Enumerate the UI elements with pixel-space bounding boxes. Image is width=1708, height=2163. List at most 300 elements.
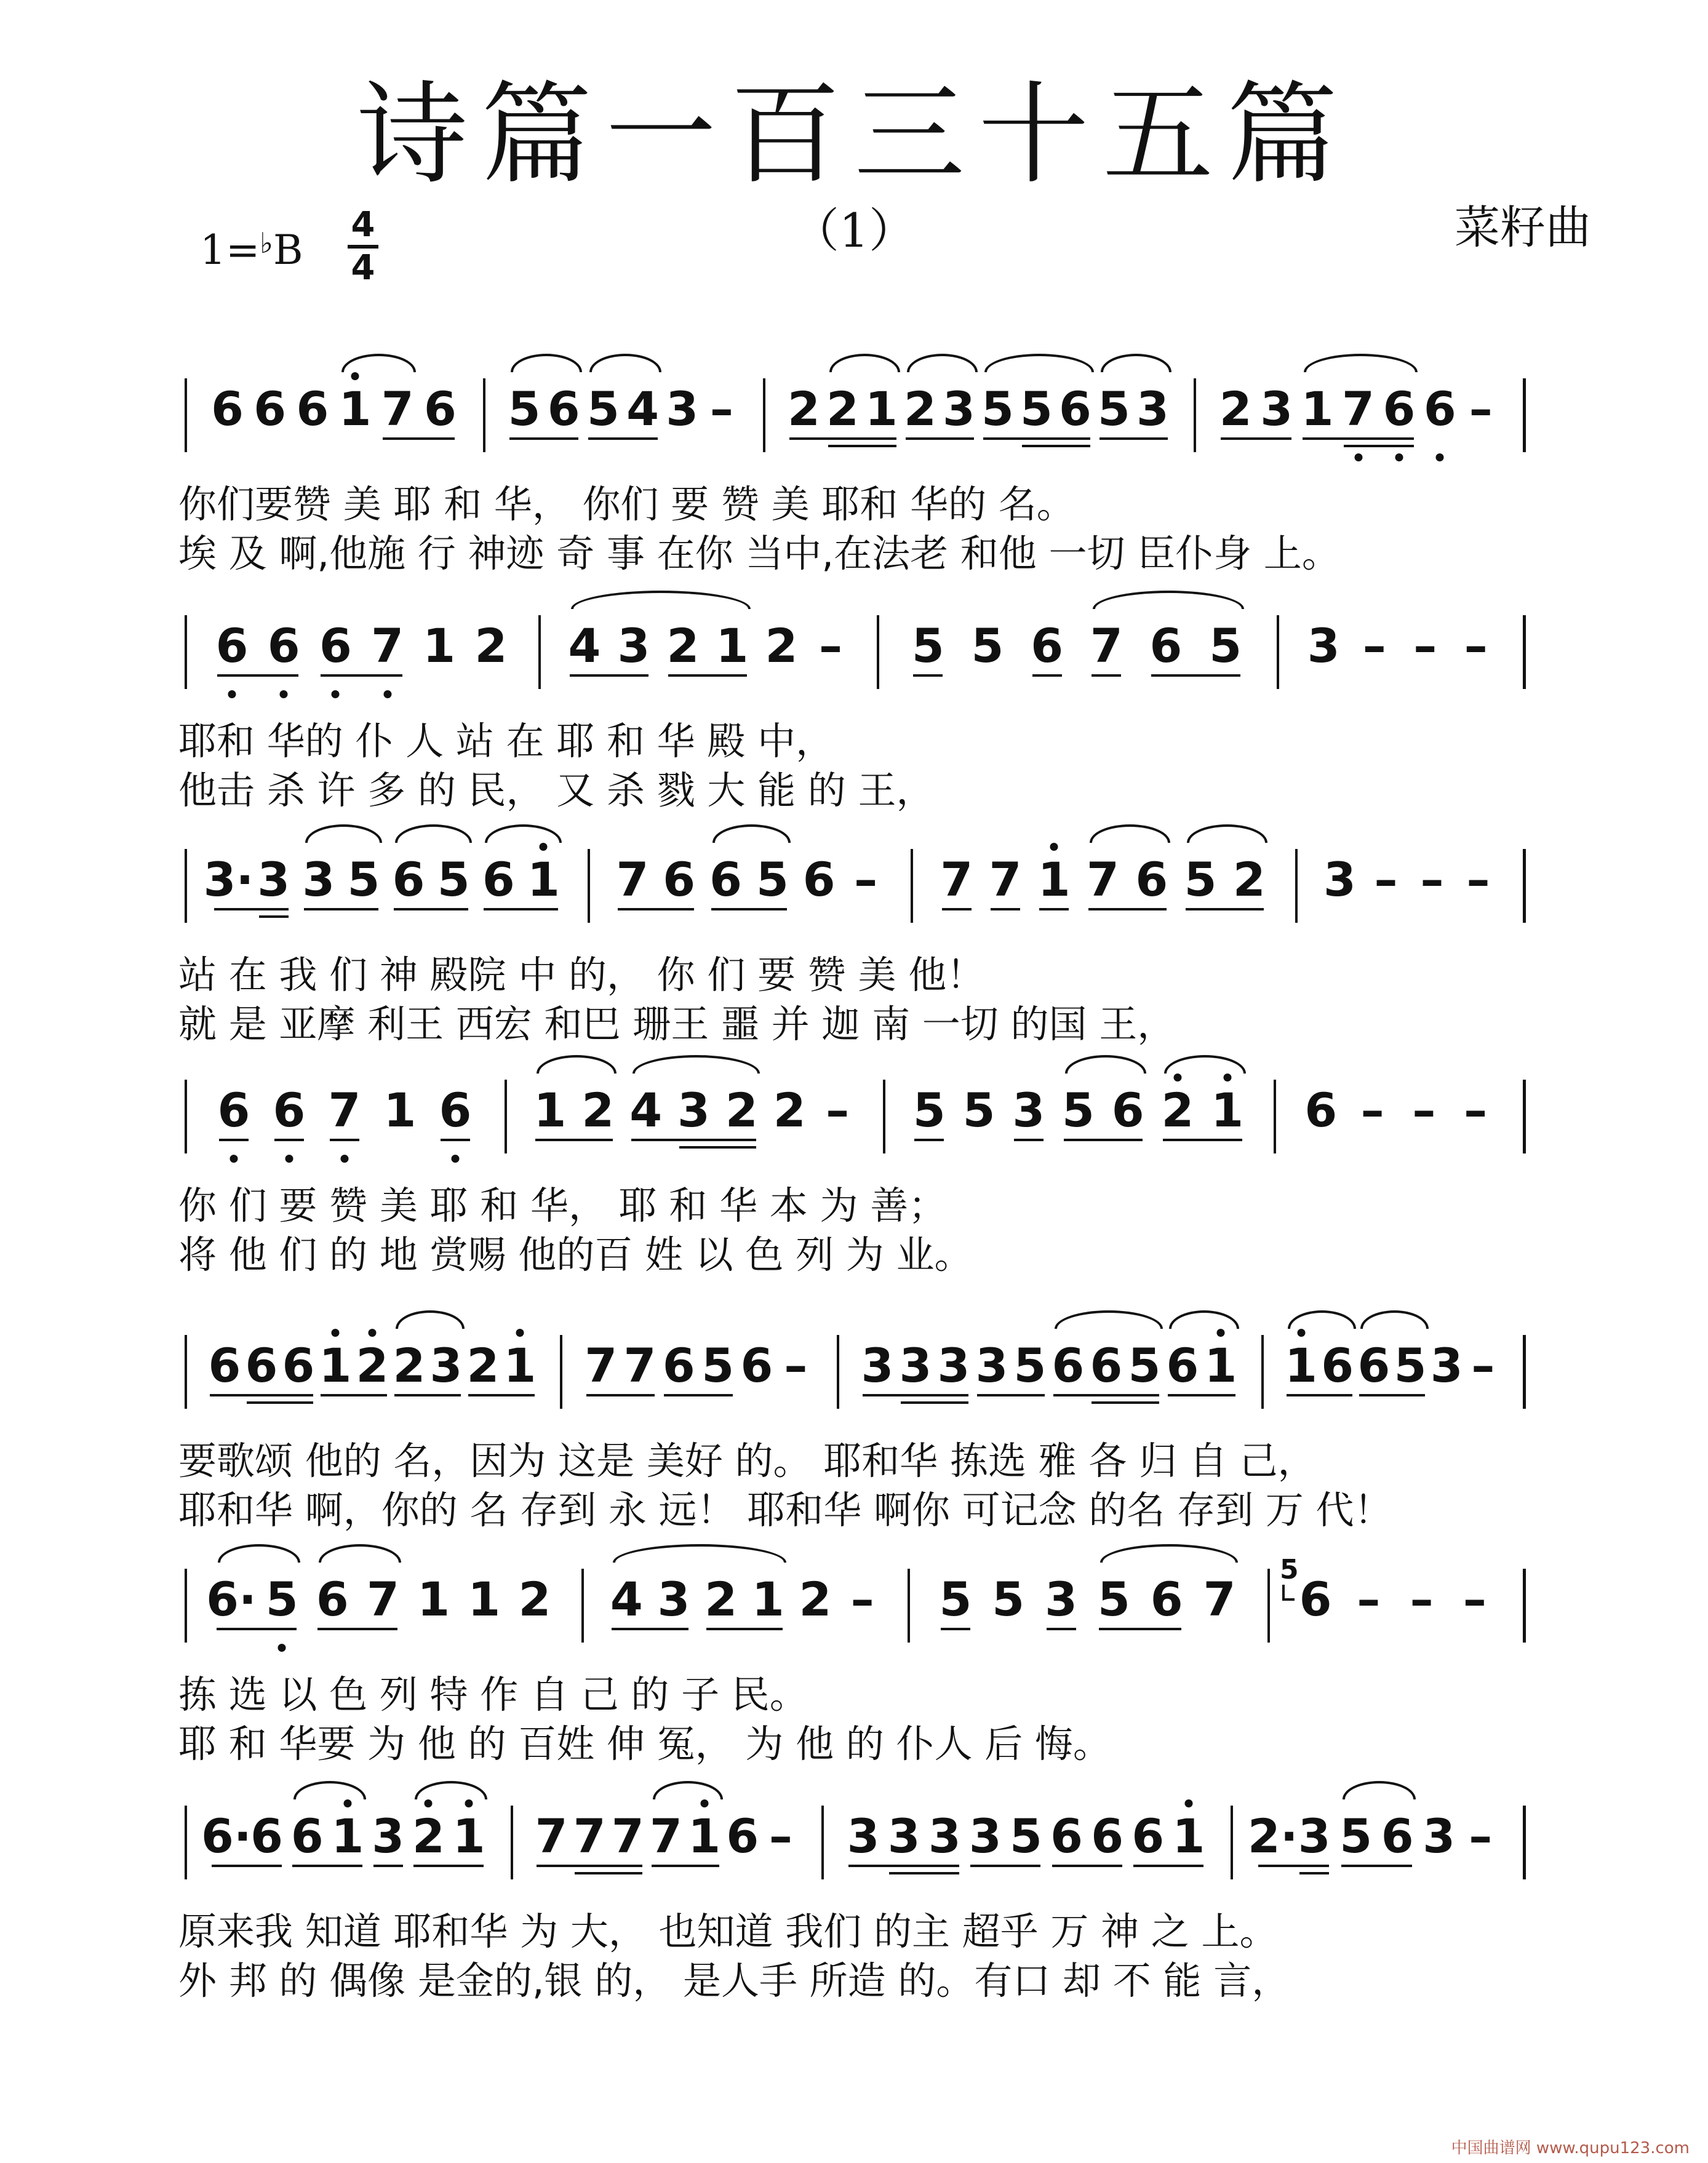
note: 7 [1203, 1572, 1236, 1627]
underline [1221, 437, 1291, 440]
note: 3 [617, 618, 650, 673]
high-dot [1173, 1074, 1181, 1082]
underline [1064, 1139, 1143, 1141]
note: – [850, 1572, 874, 1627]
underline [413, 1865, 484, 1867]
note: 3 [943, 381, 975, 436]
barline [1523, 1080, 1526, 1153]
note: 7 [940, 852, 973, 907]
low-dot [452, 1155, 460, 1163]
note: 5 [1013, 1338, 1047, 1393]
lyric-line: 耶 和 华要 为 他 的 百姓 伸 冤， 为 他 的 仆人 后 悔。 [178, 1721, 1111, 1766]
note: 6 [208, 1338, 241, 1393]
note: 5 [701, 1338, 735, 1393]
low-dot [332, 690, 340, 698]
note: – [1413, 618, 1437, 673]
barline [1523, 615, 1526, 689]
barline [185, 378, 187, 452]
note: 6 [547, 381, 580, 436]
note: 1 [1204, 1338, 1237, 1393]
note: 5 [992, 1572, 1025, 1627]
note: – [1469, 381, 1493, 436]
underline [1151, 674, 1240, 677]
low-dot [1436, 453, 1444, 461]
note: 3 [666, 381, 699, 436]
note: 6 [245, 1338, 278, 1393]
note: 3 [677, 1083, 710, 1137]
note: – [768, 1809, 792, 1863]
note: 5 [437, 852, 470, 907]
note: 3 [1323, 852, 1356, 907]
note: 1 [338, 381, 372, 436]
high-dot [516, 1329, 524, 1337]
note: 3 [1307, 618, 1340, 673]
note: 2 [799, 1572, 832, 1627]
note: 2 [666, 618, 700, 673]
note: 7 [623, 1338, 656, 1393]
note: 6 [1299, 1572, 1332, 1627]
underline [983, 437, 1090, 440]
note: – [1362, 618, 1386, 673]
barline [837, 1335, 839, 1409]
underline [1088, 908, 1167, 910]
note: 3 [968, 1809, 1002, 1863]
note: 5 [586, 381, 620, 436]
note: 6 [439, 1083, 472, 1137]
note: – [1464, 618, 1488, 673]
underline [1091, 674, 1121, 677]
note: 3 [302, 852, 335, 907]
note: 1 [417, 1572, 450, 1627]
tie-arc [984, 354, 1094, 372]
tie-arc [319, 1544, 401, 1563]
note: 5 [1062, 1083, 1095, 1137]
note: – [1374, 852, 1398, 907]
barline [1523, 849, 1526, 923]
underline [217, 674, 298, 677]
high-dot [351, 372, 359, 380]
note: 5 [1339, 1809, 1373, 1863]
underline [631, 1139, 757, 1141]
high-dot [344, 1799, 352, 1807]
underline [941, 1628, 970, 1630]
note: 5 [1020, 381, 1053, 436]
note: 6 [1052, 1338, 1085, 1393]
lyric-line: 耶和 华的 仆 人 站 在 耶 和 华 殿 中， [178, 719, 834, 763]
note: 3 [899, 1338, 932, 1393]
note: 1 [1301, 381, 1334, 436]
underline [535, 1139, 613, 1141]
note: 7 [328, 1083, 361, 1137]
note: 3· [203, 852, 254, 907]
note: 6· [201, 1809, 252, 1863]
high-dot [1184, 1799, 1192, 1807]
note: 3 [1298, 1809, 1331, 1863]
underline [914, 1139, 944, 1141]
high-dot [1297, 1329, 1305, 1337]
note: – [1360, 1083, 1384, 1137]
note: 2 [474, 618, 508, 673]
underline [612, 1628, 688, 1630]
note: 6 [423, 381, 457, 436]
note: 5 [1184, 852, 1217, 907]
lyric-line: 要歌颂 他的 名，因为 这是 美好 的。 耶和华 拣选 雅 各 归 自 己， [178, 1438, 1316, 1483]
underline [913, 674, 943, 677]
underline [304, 908, 378, 910]
note: 7 [371, 618, 404, 673]
low-dot [383, 690, 391, 698]
note: 5 [756, 852, 789, 907]
high-dot [540, 843, 548, 851]
note: 6 [282, 1338, 315, 1393]
note: – [1357, 1572, 1381, 1627]
lyric-line: 外 邦 的 偶像 是金的,银 的， 是人手 所造 的。有口 却 不 能 言， [178, 1958, 1290, 2003]
underline [509, 437, 578, 440]
time-bottom: 4 [351, 248, 375, 288]
note: 6 [1111, 1083, 1144, 1137]
note: 6 [1166, 1338, 1199, 1393]
underline [1186, 908, 1264, 910]
note: 3 [429, 1338, 463, 1393]
note: – [1469, 1809, 1493, 1863]
underline-double [1299, 1872, 1329, 1874]
lyric-line: 站 在 我 们 神 殿院 中 的， 你 们 要 赞 美 他！ [178, 952, 985, 997]
note: 6 [290, 1809, 324, 1863]
barline [185, 1806, 187, 1879]
low-dot [285, 1155, 293, 1163]
note: 3 [1260, 381, 1293, 436]
note: 1 [423, 618, 456, 673]
barline [560, 1335, 562, 1409]
tie-arc [712, 824, 791, 843]
underline [1163, 1139, 1242, 1141]
note: 1 [1037, 852, 1071, 907]
tie-arc [1065, 1055, 1147, 1074]
note: 6 [802, 852, 836, 907]
underline [373, 1865, 403, 1867]
barline [1267, 1569, 1270, 1643]
note: 6 [1091, 1809, 1124, 1863]
lyric-line: 你 们 要 赞 美 耶 和 华， 耶 和 华 本 为 善； [178, 1183, 947, 1228]
note: 6 [1423, 381, 1456, 436]
note: 3 [975, 1338, 1008, 1393]
note: 7 [650, 1809, 682, 1863]
barline [908, 1569, 910, 1643]
high-dot [1217, 1329, 1225, 1337]
high-dot [332, 1329, 340, 1337]
note: 1 [688, 1809, 721, 1863]
underline [991, 908, 1020, 910]
underline [1168, 1394, 1235, 1396]
note: – [1466, 852, 1490, 907]
underline [942, 908, 972, 910]
tie-arc [1093, 591, 1243, 609]
underline [570, 674, 648, 677]
note: 3 [847, 1809, 880, 1863]
underline [468, 1394, 535, 1396]
barline [185, 1335, 187, 1409]
note: 2 [518, 1572, 551, 1627]
note: 5 [981, 381, 1014, 436]
note: 1 [1211, 1083, 1244, 1137]
underline [292, 1865, 362, 1867]
underline-double [1344, 445, 1414, 447]
note: 7 [585, 1338, 618, 1393]
note: 6 [215, 618, 249, 673]
note: 6 [662, 1338, 695, 1393]
note: 2 [393, 1338, 426, 1393]
note: 5 [911, 618, 944, 673]
note: 5 [971, 618, 1004, 673]
note: 1 [865, 381, 898, 436]
composer-credit: 菜籽曲 [1455, 201, 1591, 254]
barline [1523, 1806, 1526, 1879]
note: – [1410, 1572, 1434, 1627]
barline [1523, 378, 1526, 452]
high-dot [425, 1799, 433, 1807]
barline [1523, 1335, 1526, 1409]
note: 6 [1304, 1083, 1338, 1137]
tie-arc [1090, 824, 1170, 843]
key-signature [200, 215, 303, 278]
underline [394, 908, 468, 910]
note: 6 [1090, 1338, 1123, 1393]
lyric-line: 将 他 们 的 地 赏赐 他的百 姓 以 色 列 为 业。 [178, 1232, 973, 1277]
note: 4 [568, 618, 601, 673]
barline [185, 1569, 187, 1643]
low-dot [230, 1155, 238, 1163]
underline [1014, 1139, 1044, 1141]
note: 1 [751, 1572, 784, 1627]
tie-arc [907, 354, 978, 372]
underline [789, 437, 896, 440]
low-dot [1395, 453, 1403, 461]
underline [906, 437, 974, 440]
tie-arc [613, 1544, 786, 1563]
note: – [1463, 1572, 1487, 1627]
barline [1295, 849, 1298, 923]
note: 5 [508, 381, 541, 436]
note: 5 [265, 1572, 298, 1627]
note: – [1464, 1083, 1488, 1137]
barline [877, 615, 879, 689]
underline [537, 1865, 642, 1867]
note: 7 [611, 1809, 644, 1863]
underline [588, 437, 657, 440]
note: 2 [1232, 852, 1266, 907]
note: 3 [372, 1809, 405, 1863]
note: 3 [887, 1809, 920, 1863]
underline [330, 1139, 359, 1141]
note: 2 [1219, 381, 1252, 436]
note: 6 [1383, 381, 1416, 436]
time-top: 4 [351, 205, 375, 245]
note: 3 [1012, 1083, 1045, 1137]
note: 6 [740, 1338, 773, 1393]
time-signature [348, 205, 378, 288]
underline [1303, 437, 1414, 440]
note: 5 [1128, 1338, 1161, 1393]
underline-double [889, 1872, 959, 1874]
tie-arc [1100, 1544, 1238, 1563]
underline [848, 1865, 959, 1867]
underline [1341, 1865, 1413, 1867]
underline [1287, 1394, 1352, 1396]
barline [185, 1080, 187, 1153]
underline-double [1022, 445, 1090, 447]
underline [970, 1865, 1040, 1867]
note: 6 [211, 381, 244, 436]
underline [1053, 1394, 1159, 1396]
note: 1 [533, 1083, 567, 1137]
tie-arc [1169, 1310, 1239, 1329]
note: 1 [468, 1572, 501, 1627]
note: 5 [962, 1083, 996, 1137]
tie-arc [341, 354, 416, 372]
note: 2 [788, 381, 820, 436]
note: – [819, 618, 842, 673]
tie-arc [537, 1055, 617, 1074]
tie-arc [1101, 354, 1171, 372]
note: 6 [1149, 618, 1183, 673]
lyric-line: 你们要赞 美 耶 和 华， 你们 要 赞 美 耶和 华的 名。 [178, 482, 1075, 527]
tie-arc [293, 1781, 366, 1799]
note: 6 [253, 381, 287, 436]
underline [618, 908, 694, 910]
tie-arc [1164, 1055, 1246, 1074]
underline [274, 1139, 304, 1141]
underline [711, 908, 788, 910]
underline [664, 1394, 732, 1396]
underline [441, 1139, 470, 1141]
note: 2 [826, 381, 859, 436]
note: – [1420, 852, 1444, 907]
barline [1194, 378, 1196, 452]
tie-arc [589, 354, 661, 372]
note: – [854, 852, 878, 907]
barline [763, 378, 765, 452]
underline [668, 674, 747, 677]
note: 2 [904, 381, 936, 436]
note: 1 [452, 1809, 485, 1863]
underline [977, 1394, 1045, 1396]
note: 3 [1045, 1572, 1078, 1627]
note: 2 [412, 1809, 445, 1863]
note: 3 [657, 1572, 690, 1627]
grace-hook [1282, 1585, 1295, 1601]
note: 6· [206, 1572, 257, 1627]
barline [185, 615, 187, 689]
tie-arc [1288, 1310, 1356, 1329]
tie-arc [305, 824, 382, 843]
barline [1523, 1569, 1526, 1643]
note: 3 [257, 852, 290, 907]
note: 7 [1087, 852, 1119, 907]
barline [1261, 1335, 1264, 1409]
note: 2 [773, 1083, 806, 1137]
note: 7 [1342, 381, 1375, 436]
note: 3 [1136, 381, 1169, 436]
tie-arc [485, 824, 562, 843]
tie-arc [415, 1781, 487, 1799]
note: 3 [928, 1809, 961, 1863]
tie-arc [1055, 1310, 1163, 1329]
note: 3 [937, 1338, 970, 1393]
note: – [709, 381, 733, 436]
tie-arc [1187, 824, 1267, 843]
lyric-line: 原来我 知道 耶和华 为 大， 也知道 我们 的主 超乎 万 神 之 上。 [178, 1909, 1278, 1954]
barline [821, 1806, 824, 1879]
note: 2 [466, 1338, 500, 1393]
barline [483, 378, 485, 452]
underline [706, 1628, 783, 1630]
watermark: 中国曲谱网 www.qupu123.com [1451, 2139, 1690, 2157]
underline-double [901, 1401, 968, 1404]
note: 6 [319, 618, 352, 673]
tie-arc [1360, 1310, 1429, 1329]
note: 6 [1131, 1809, 1165, 1863]
barline [1231, 1806, 1233, 1879]
tie-arc [1343, 1781, 1416, 1799]
tie-arc [633, 1055, 760, 1074]
note: 6 [1135, 852, 1168, 907]
tie-arc [218, 1544, 300, 1563]
underline [484, 908, 558, 910]
note: 6 [1357, 1338, 1391, 1393]
high-dot [1050, 843, 1058, 851]
underline [652, 1865, 719, 1867]
note: 6 [250, 1809, 284, 1863]
note: 6 [267, 618, 300, 673]
underline [863, 1394, 968, 1396]
note: 2 [1161, 1083, 1194, 1137]
note: 7 [1090, 618, 1123, 673]
note: 2 [704, 1572, 738, 1627]
note: 1 [319, 1338, 352, 1393]
note: 5 [1394, 1338, 1427, 1393]
underline [210, 1394, 313, 1396]
note: 7 [367, 1572, 399, 1627]
low-dot [280, 690, 288, 698]
lyric-line: 他击 杀 许 多 的 民， 又 杀 戮 大 能 的 王， [178, 768, 935, 813]
underline [394, 1394, 461, 1396]
note: 5 [1097, 1572, 1130, 1627]
note: 1 [1172, 1809, 1205, 1863]
high-dot [700, 1799, 708, 1807]
note: 6 [663, 852, 696, 907]
note: 6 [1321, 1338, 1354, 1393]
underline [1047, 1628, 1076, 1630]
tie-arc [511, 354, 582, 372]
underline-double [1091, 1401, 1159, 1404]
note: 1 [716, 618, 749, 673]
note: 3 [1423, 1809, 1456, 1863]
note: 7 [573, 1809, 606, 1863]
tie-arc [571, 591, 751, 609]
page-subtitle: （1） [792, 203, 916, 258]
note: 6 [1050, 1809, 1083, 1863]
underline [1032, 674, 1062, 677]
barline [1274, 1080, 1276, 1153]
note: – [1412, 1083, 1436, 1137]
underline [212, 1865, 282, 1867]
note: 7 [381, 381, 414, 436]
note: 7 [989, 852, 1022, 907]
lyric-line: 耶和华 啊，你的 名 存到 永 远！ 耶和华 啊你 可记念 的名 存到 万 代！ [178, 1488, 1392, 1532]
underline [1052, 1865, 1122, 1867]
note: 6 [296, 381, 329, 436]
underline [214, 908, 289, 910]
